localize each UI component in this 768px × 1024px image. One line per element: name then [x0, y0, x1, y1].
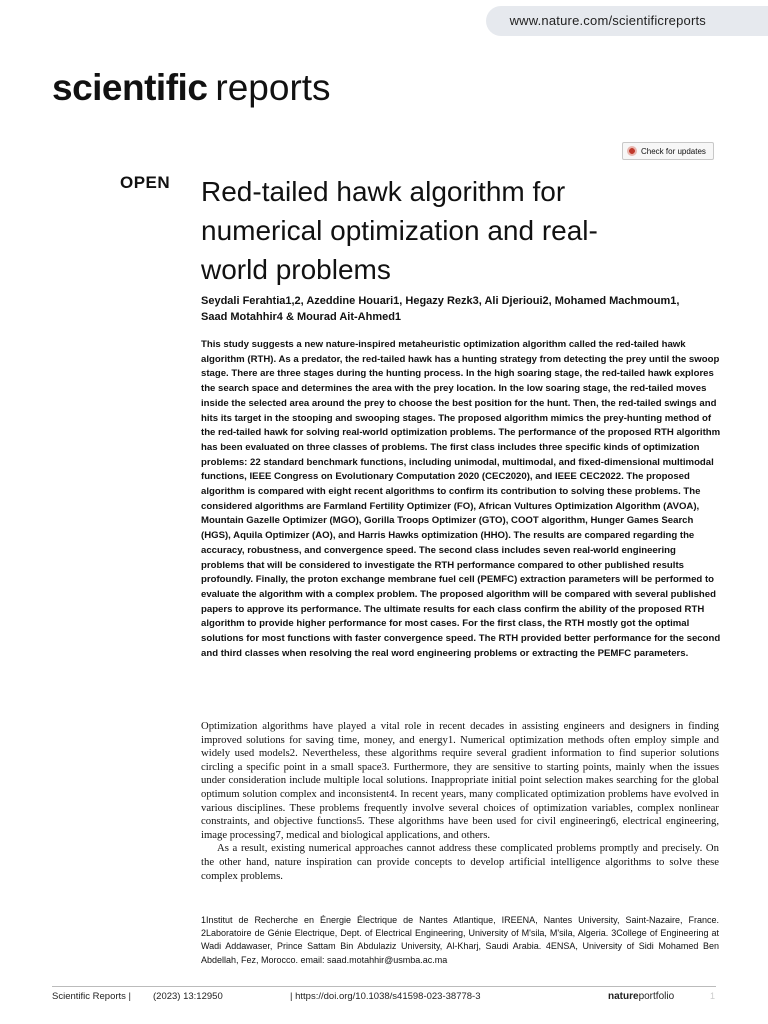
open-access-label: OPEN: [120, 173, 171, 192]
body-paragraph-2: As a result, existing numerical approaches cannot address these complicated problems promptly and precisely. On the other hand, nature inspiration can provide concepts to develop artificial intelligence algorithms to solve these complex problems.: [201, 842, 719, 882]
footer-nature-portfolio: [608, 991, 674, 1002]
authors-line-2: Saad Motahhir4 & Mourad Ait-Ahmed1: [201, 311, 402, 323]
affiliations: 1Institut de Recherche en Énergie Électrique de Nantes Atlantique, IREENA, Nantes University, Saint-Nazaire, France. 2Laboratoire de Génie Electrique, Dept. of Electrical Engineering, University of M'sila, M'sila, Algeria. 3College of Engineering at Wadi Addawaser, Prince Sattam Bin Abdulaziz University, Al-Kharj, Saudi Arabia. 4ENSA, University of Sidi Mohamed Ben Abdellah, Fez, Morocco. email: saad.motahhir@usmba.ac.ma: [201, 915, 719, 965]
author-list: [201, 293, 721, 325]
footer-divider: [52, 986, 716, 987]
authors-line-1: Seydali Ferahtia1,2, Azeddine Houari1, Hegazy Rezk3, Ali Djerioui2, Mohamed Machmoum1,: [201, 295, 680, 307]
article-body: [201, 720, 719, 883]
brand-light: reports: [215, 67, 331, 108]
body-paragraph-1: Optimization algorithms have played a vital role in recent decades in assisting engineers and designers in finding improved solutions for saving time, money, and energy1. Numerical optimization methods often employ simple and widely used models2. Nevertheless, these algorithms require several gradient information to find superior solutions circling a specific point in a small space3. Furthermore, they are sensitive to starting points, mainly when the issues under consideration include multiple local solutions. Inappropriate initial point selection makes searching for the global optimum solution complex and inconsistent4. In recent years, many complicated optimization problems have evolved in various disciplines. These problems frequently involve several choices of optimization variables, complex nonlinear constraints, and objective functions5. These algorithms have been used for civil engineering6, electrical engineering, image processing7, medical and biological applications, and others.: [201, 720, 719, 841]
brand-bold: scientific: [52, 67, 208, 108]
crossmark-icon: [627, 146, 637, 156]
footer-doi-link[interactable]: | https://doi.org/10.1038/s41598-023-38778-3: [290, 991, 481, 1002]
footer-volume: (2023) 13:12950: [153, 991, 223, 1002]
article-title: Red-tailed hawk algorithm for numerical optimization and real-world problems: [201, 176, 598, 285]
footer-brand-bold: nature: [608, 991, 639, 1002]
top-bar: [0, 0, 768, 40]
check-updates-label: Check for updates: [641, 146, 706, 156]
footer-journal: Scientific Reports |: [52, 991, 132, 1002]
journal-brand: [52, 66, 331, 110]
page-number: 1: [710, 991, 716, 1001]
check-updates-button[interactable]: [622, 142, 714, 160]
footer-brand-light: portfolio: [638, 991, 675, 1002]
journal-url-link[interactable]: www.nature.com/scientificreports: [509, 13, 706, 28]
abstract: This study suggests a new nature-inspired metaheuristic optimization algorithm called the red-tailed hawk algorithm (RTH). As a predator, the red-tailed hawk has a hunting strategy from detecting the prey until the swoop stage. There are three stages during the hunting process. In the high soaring stage, the red-tailed hawk explores the search space and determines the area with the prey location. In the low soaring stage, the red-tailed moves inside the selected area around the prey to choose the best position for the hunt. Then, the red-tailed swings and hits its target in the stooping and swooping stages. The proposed algorithm mimics the prey-hunting method of the red-tailed hawk for solving real-world optimization problems. The performance of the proposed RTH algorithm has been evaluated on three classes of problems. The first class includes three specific kinds of optimization problems: 22 standard benchmark functions, including unimodal, multimodal, and fixed-dimensional multimodal functions, IEEE Congress on Evolutionary Computation 2020 (CEC2020), and IEEE CEC2022. The proposed algorithm is compared with eight recent algorithms to confirm its contribution to solving these problems. The considered algorithms are Farmland Fertility Optimizer (FO), African Vultures Optimization Algorithm (AVOA), Mountain Gazelle Optimizer (MGO), Gorilla Troops Optimizer (GTO), COOT algorithm, Hunger Games Search (HGS), Aquila Optimizer (AO), and Harris Hawks optimization (HHO). The results are compared regarding the accuracy, robustness, and convergence speed. The second class includes seven real-world engineering problems that will be considered to investigate the RTH performance compared to other published results profoundly. Finally, the proton exchange membrane fuel cell (PEMFC) extraction parameters will be performed to evaluate the algorithm with a complex problem. The proposed algorithm will be compared with several published papers to approve its performance. The ultimate results for each class confirm the ability of the proposed RTH algorithm to provide higher performance for most cases. For the first class, the RTH mostly got the optimal solutions for most functions with faster convergence speed. The RTH provided better performance for the second and third classes when resolving the real word engineering problems or extracting the PEMFC parameters.: [201, 339, 721, 659]
